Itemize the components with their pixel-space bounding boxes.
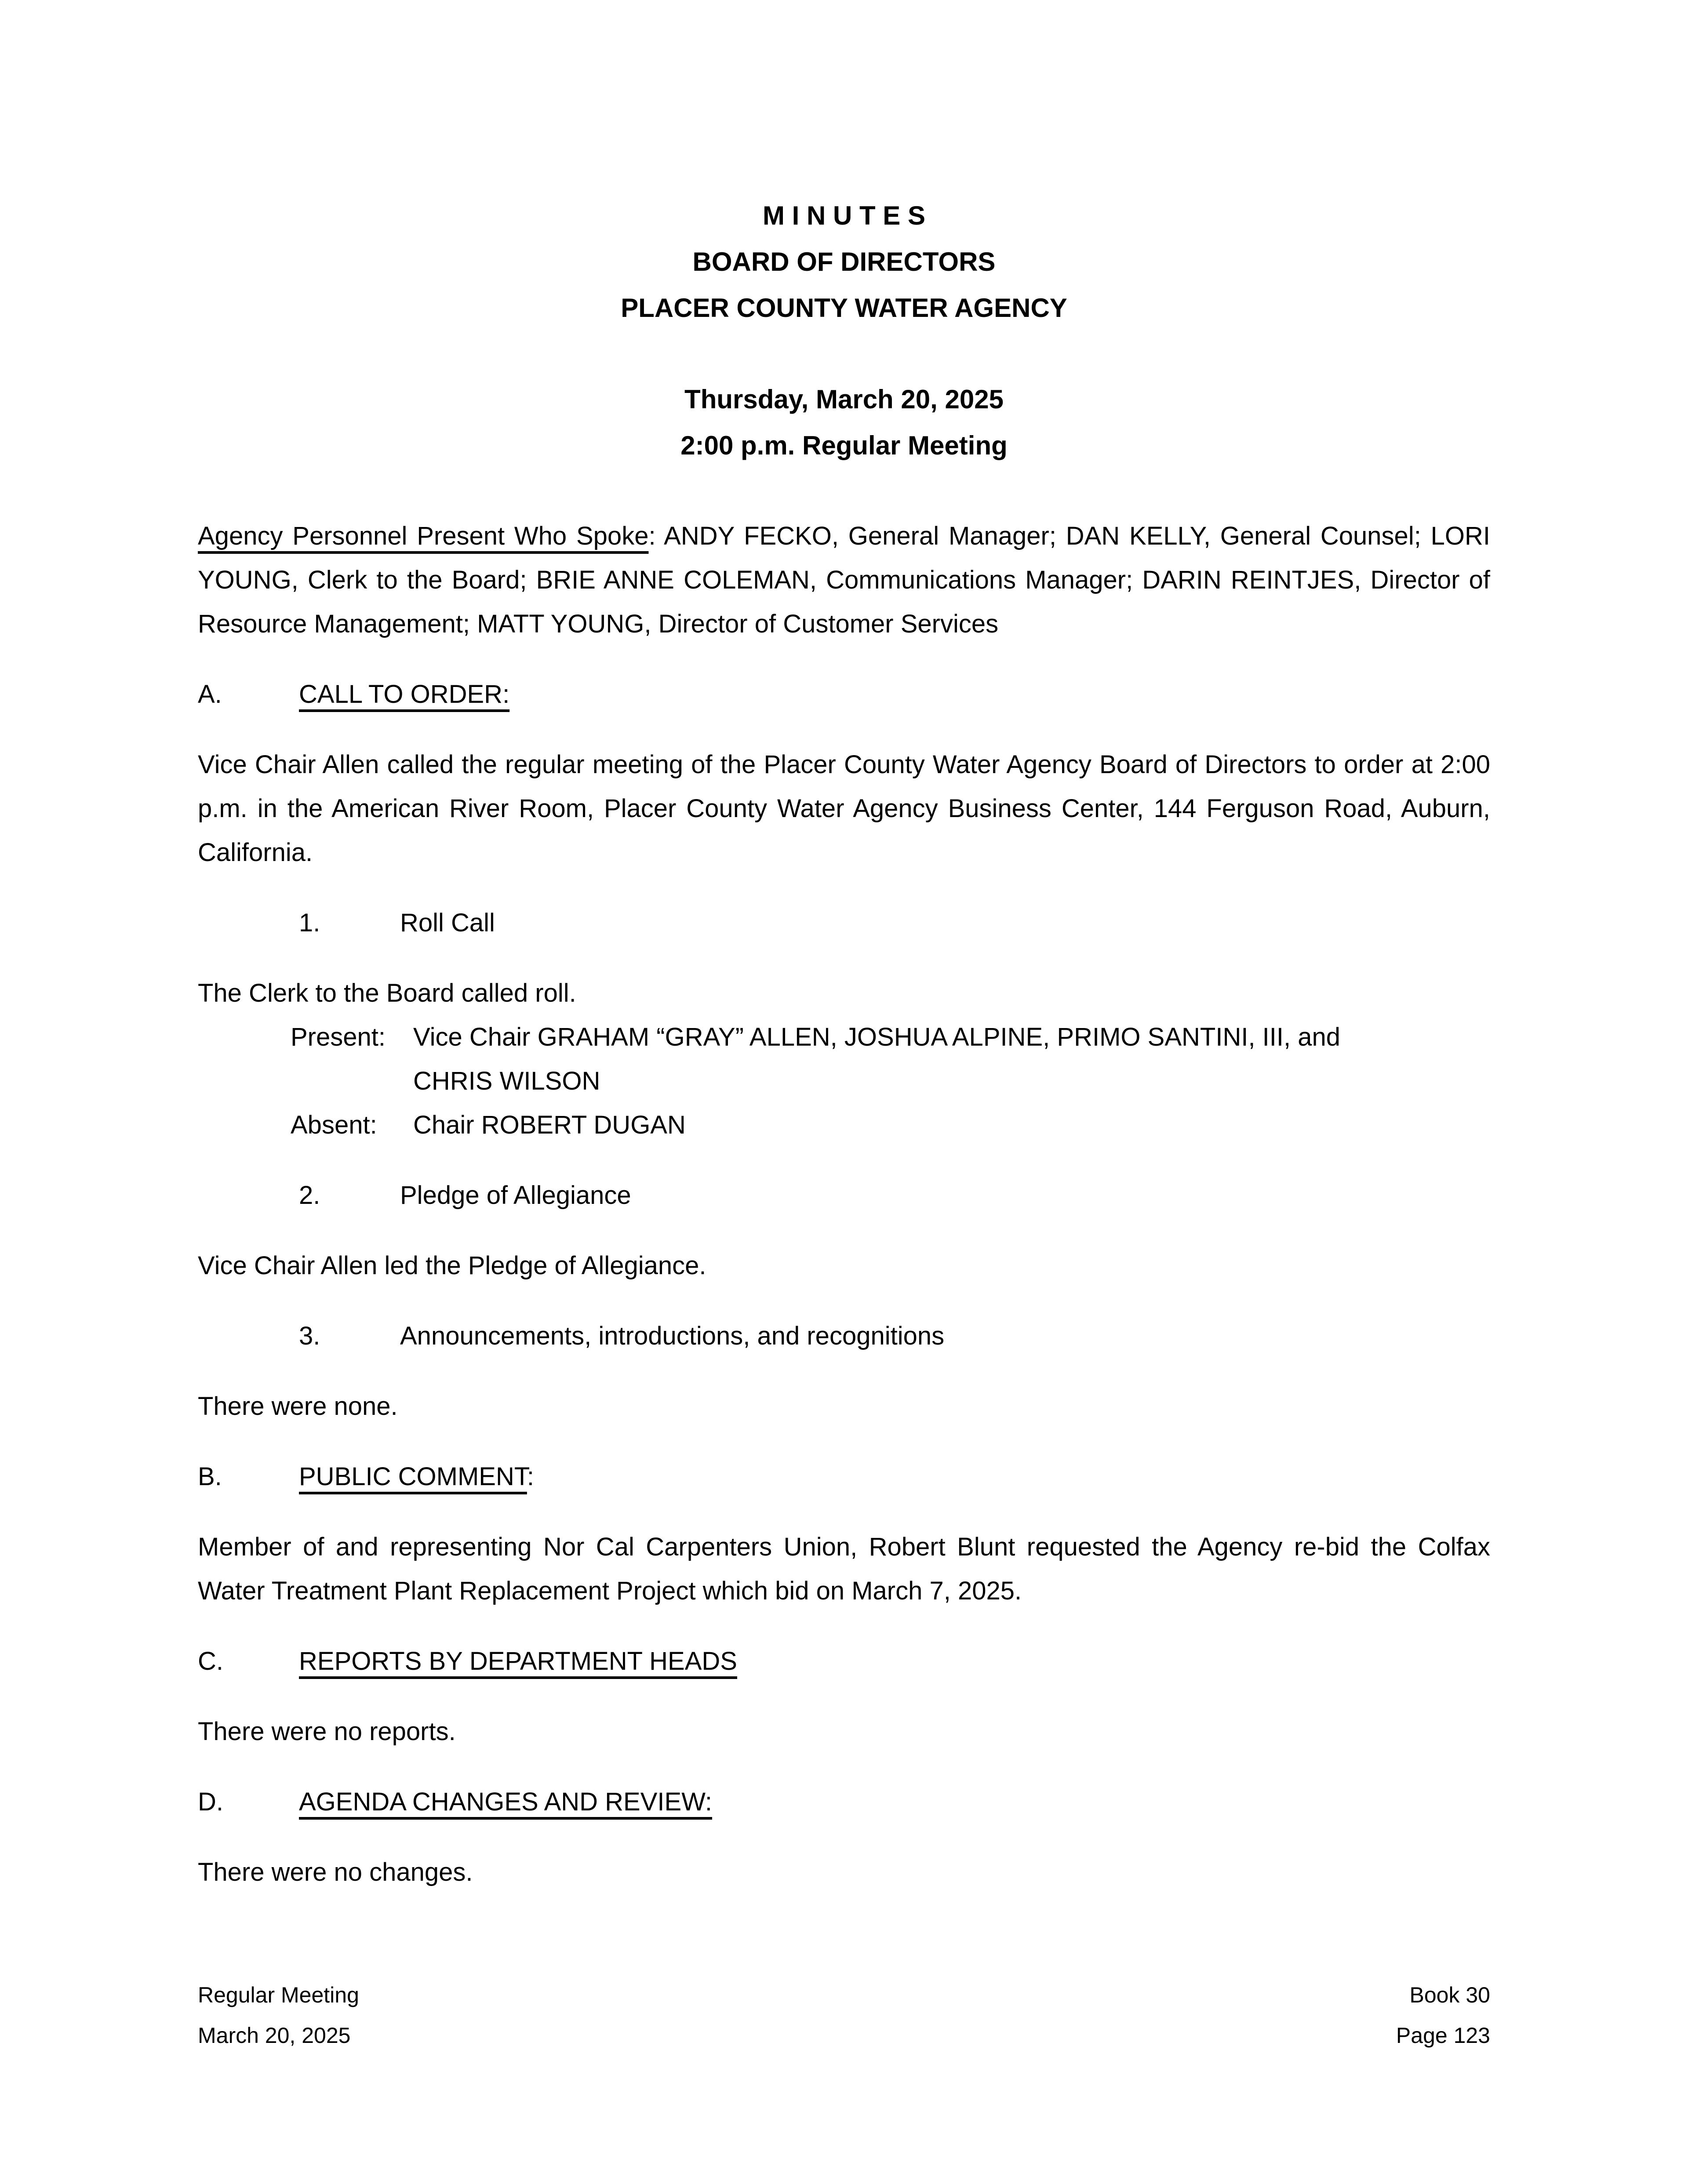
- doc-title-agency: PLACER COUNTY WATER AGENCY: [621, 293, 1067, 323]
- roll-call-present-row: [198, 1015, 1490, 1059]
- item-3-marker: 3.: [299, 1322, 320, 1350]
- document-body: [198, 514, 1490, 1894]
- heading-b-marker: B.: [198, 1462, 222, 1491]
- present-label: Present:: [291, 1023, 386, 1051]
- footer-right: [1396, 1975, 1490, 2056]
- present-names-continued: CHRIS WILSON: [413, 1067, 600, 1095]
- item-1-title: Roll Call: [400, 908, 495, 937]
- footer-meeting-date: March 20, 2025: [198, 2023, 351, 2048]
- footer-page-number: Page 123: [1396, 2023, 1490, 2048]
- footer-left: [198, 1975, 359, 2056]
- footer-meeting-type: Regular Meeting: [198, 1983, 359, 2007]
- item-1-marker: 1.: [299, 908, 320, 937]
- subheading-announcements: [198, 1314, 1490, 1358]
- item-2-title: Pledge of Allegiance: [400, 1181, 631, 1210]
- roll-call-intro: The Clerk to the Board called roll.: [198, 979, 576, 1007]
- document-title-block: [198, 193, 1490, 469]
- public-comment-paragraph: Member of and representing Nor Cal Carpenters Union, Robert Blunt requested the Agency re-bid the Colfax Water Treatment Plant Replacement Project which bid on March 7, 2025.: [198, 1533, 1490, 1605]
- subheading-pledge: [198, 1174, 1490, 1217]
- heading-department-reports: [198, 1639, 1490, 1683]
- personnel-list: : ANDY FECKO, General Manager; DAN KELLY, General Counsel; LORI YOUNG, Clerk to the Board; BRIE ANNE COLEMAN, Communications Manager; DARIN REINTJES, Director of Resource Management; MATT YOUNG, Director of Customer Services: [198, 522, 1490, 638]
- absent-label: Absent:: [291, 1111, 377, 1139]
- page-footer: [198, 1975, 1490, 2056]
- personnel-paragraph: [198, 514, 1490, 646]
- footer-book-number: Book 30: [1409, 1983, 1490, 2007]
- heading-b-title-wrap: [299, 1455, 534, 1499]
- heading-a-title: CALL TO ORDER:: [299, 680, 510, 709]
- present-names: Vice Chair GRAHAM “GRAY” ALLEN, JOSHUA ALPINE, PRIMO SANTINI, III, and: [413, 1023, 1341, 1051]
- heading-call-to-order: [198, 672, 1490, 716]
- heading-a-marker: A.: [198, 680, 222, 709]
- absent-names: Chair ROBERT DUGAN: [413, 1111, 686, 1139]
- heading-b-title: PUBLIC COMMENT: [299, 1462, 527, 1491]
- roll-call-block: [198, 971, 1490, 1147]
- heading-c-marker: C.: [198, 1647, 223, 1675]
- meeting-time: 2:00 p.m. Regular Meeting: [680, 431, 1008, 460]
- announcements-paragraph: There were none.: [198, 1392, 398, 1421]
- heading-d-marker: D.: [198, 1788, 223, 1816]
- pledge-paragraph: Vice Chair Allen led the Pledge of Allegiance.: [198, 1251, 706, 1280]
- heading-b-colon: :: [527, 1462, 534, 1491]
- heading-public-comment: [198, 1455, 1490, 1499]
- heading-d-title: AGENDA CHANGES AND REVIEW:: [299, 1788, 713, 1816]
- roll-call-absent-row: [198, 1103, 1490, 1147]
- doc-title-board: BOARD OF DIRECTORS: [692, 247, 996, 276]
- item-3-title: Announcements, introductions, and recognitions: [400, 1322, 945, 1350]
- heading-c-title: REPORTS BY DEPARTMENT HEADS: [299, 1647, 737, 1675]
- department-reports-paragraph: There were no reports.: [198, 1717, 456, 1746]
- agenda-changes-paragraph: There were no changes.: [198, 1858, 473, 1886]
- subheading-roll-call: [198, 901, 1490, 945]
- meeting-date: Thursday, March 20, 2025: [684, 385, 1004, 414]
- item-2-marker: 2.: [299, 1181, 320, 1210]
- doc-title-minutes: M I N U T E S: [762, 201, 926, 230]
- personnel-label: Agency Personnel Present Who Spoke: [198, 522, 649, 550]
- call-to-order-paragraph: Vice Chair Allen called the regular meeting of the Placer County Water Agency Board of Directors to order at 2:00 p.m. in the American River Room, Placer County Water Agency Business Center, 144 Ferguson Road, Auburn, California.: [198, 750, 1490, 867]
- heading-agenda-changes: [198, 1780, 1490, 1824]
